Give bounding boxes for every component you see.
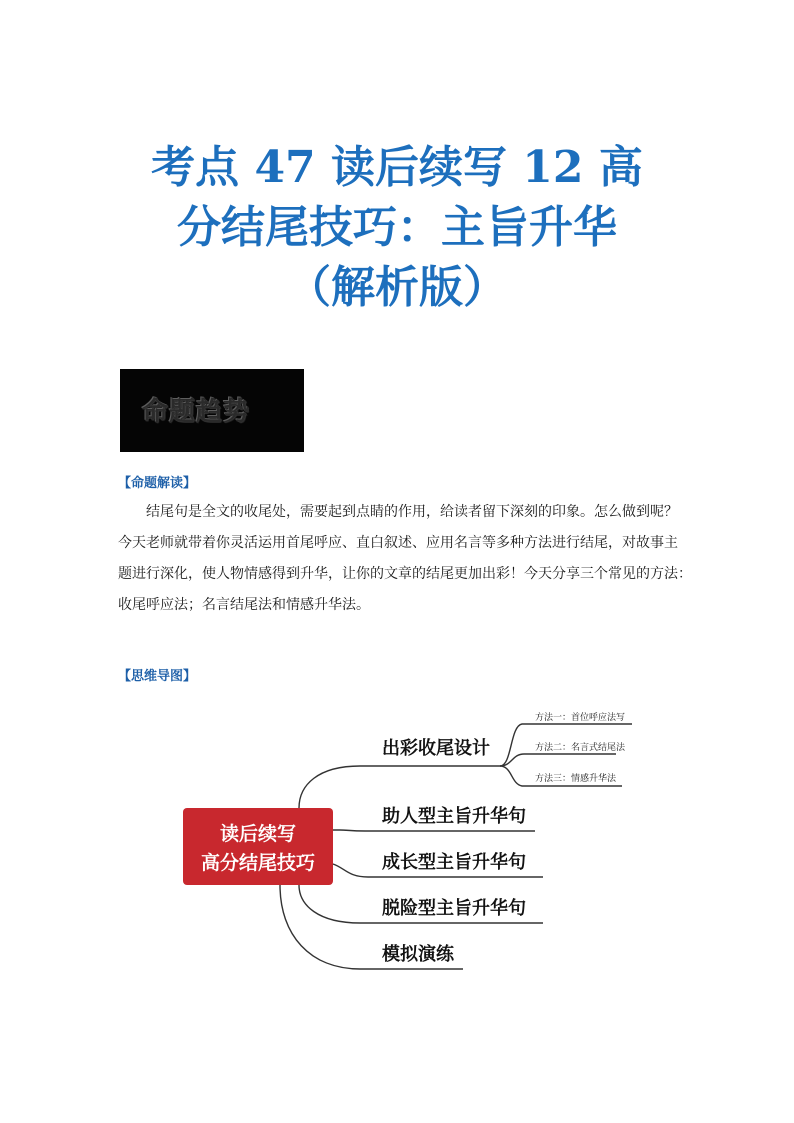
mindmap-sub-0: 方法一：首位呼应法写: [535, 713, 626, 723]
title-line-2: 分结尾技巧：主旨升华: [177, 202, 617, 253]
paragraph-line: 题进行深化，使人物情感得到升华，让你的文章的结尾更加出彩！今天分享三个常见的方法：: [118, 566, 692, 582]
mindmap-branch-3: 脱险型主旨升华句: [382, 898, 526, 919]
paragraph-line: 今天老师就带着你灵活运用首尾呼应、直白叙述、应用名言等多种方法进行结尾，对故事主: [118, 535, 678, 551]
mindmap-branch-0: 出彩收尾设计: [382, 738, 490, 759]
mindmap-sub-1: 方法二：名言式结尾法: [535, 743, 626, 753]
trend-badge-label: 命题趋势: [142, 397, 251, 427]
mindmap-branch-1: 助人型主旨升华句: [382, 806, 526, 827]
title-line-3: （解析版）: [287, 262, 507, 313]
mindmap-branch-4: 模拟演练: [382, 944, 454, 965]
paragraph-line: 结尾句是全文的收尾处，需要起到点睛的作用，给读者留下深刻的印象。怎么做到呢？: [118, 504, 678, 520]
mindmap-heading: 【思维导图】: [118, 669, 197, 684]
paragraph-line: 收尾呼应法；名言结尾法和情感升华法。: [118, 597, 370, 613]
mindmap-branch-2: 成长型主旨升华句: [382, 852, 526, 873]
mindmap-root-line-2: 高分结尾技巧: [200, 852, 316, 874]
mindmap-root-line-1: 读后续写: [219, 823, 297, 845]
mindmap-sub-2: 方法三：情感升华法: [535, 774, 617, 784]
title-line-1: 考点 47 读后续写 12 高: [151, 142, 643, 193]
interpretation-heading: 【命题解读】: [118, 476, 197, 491]
